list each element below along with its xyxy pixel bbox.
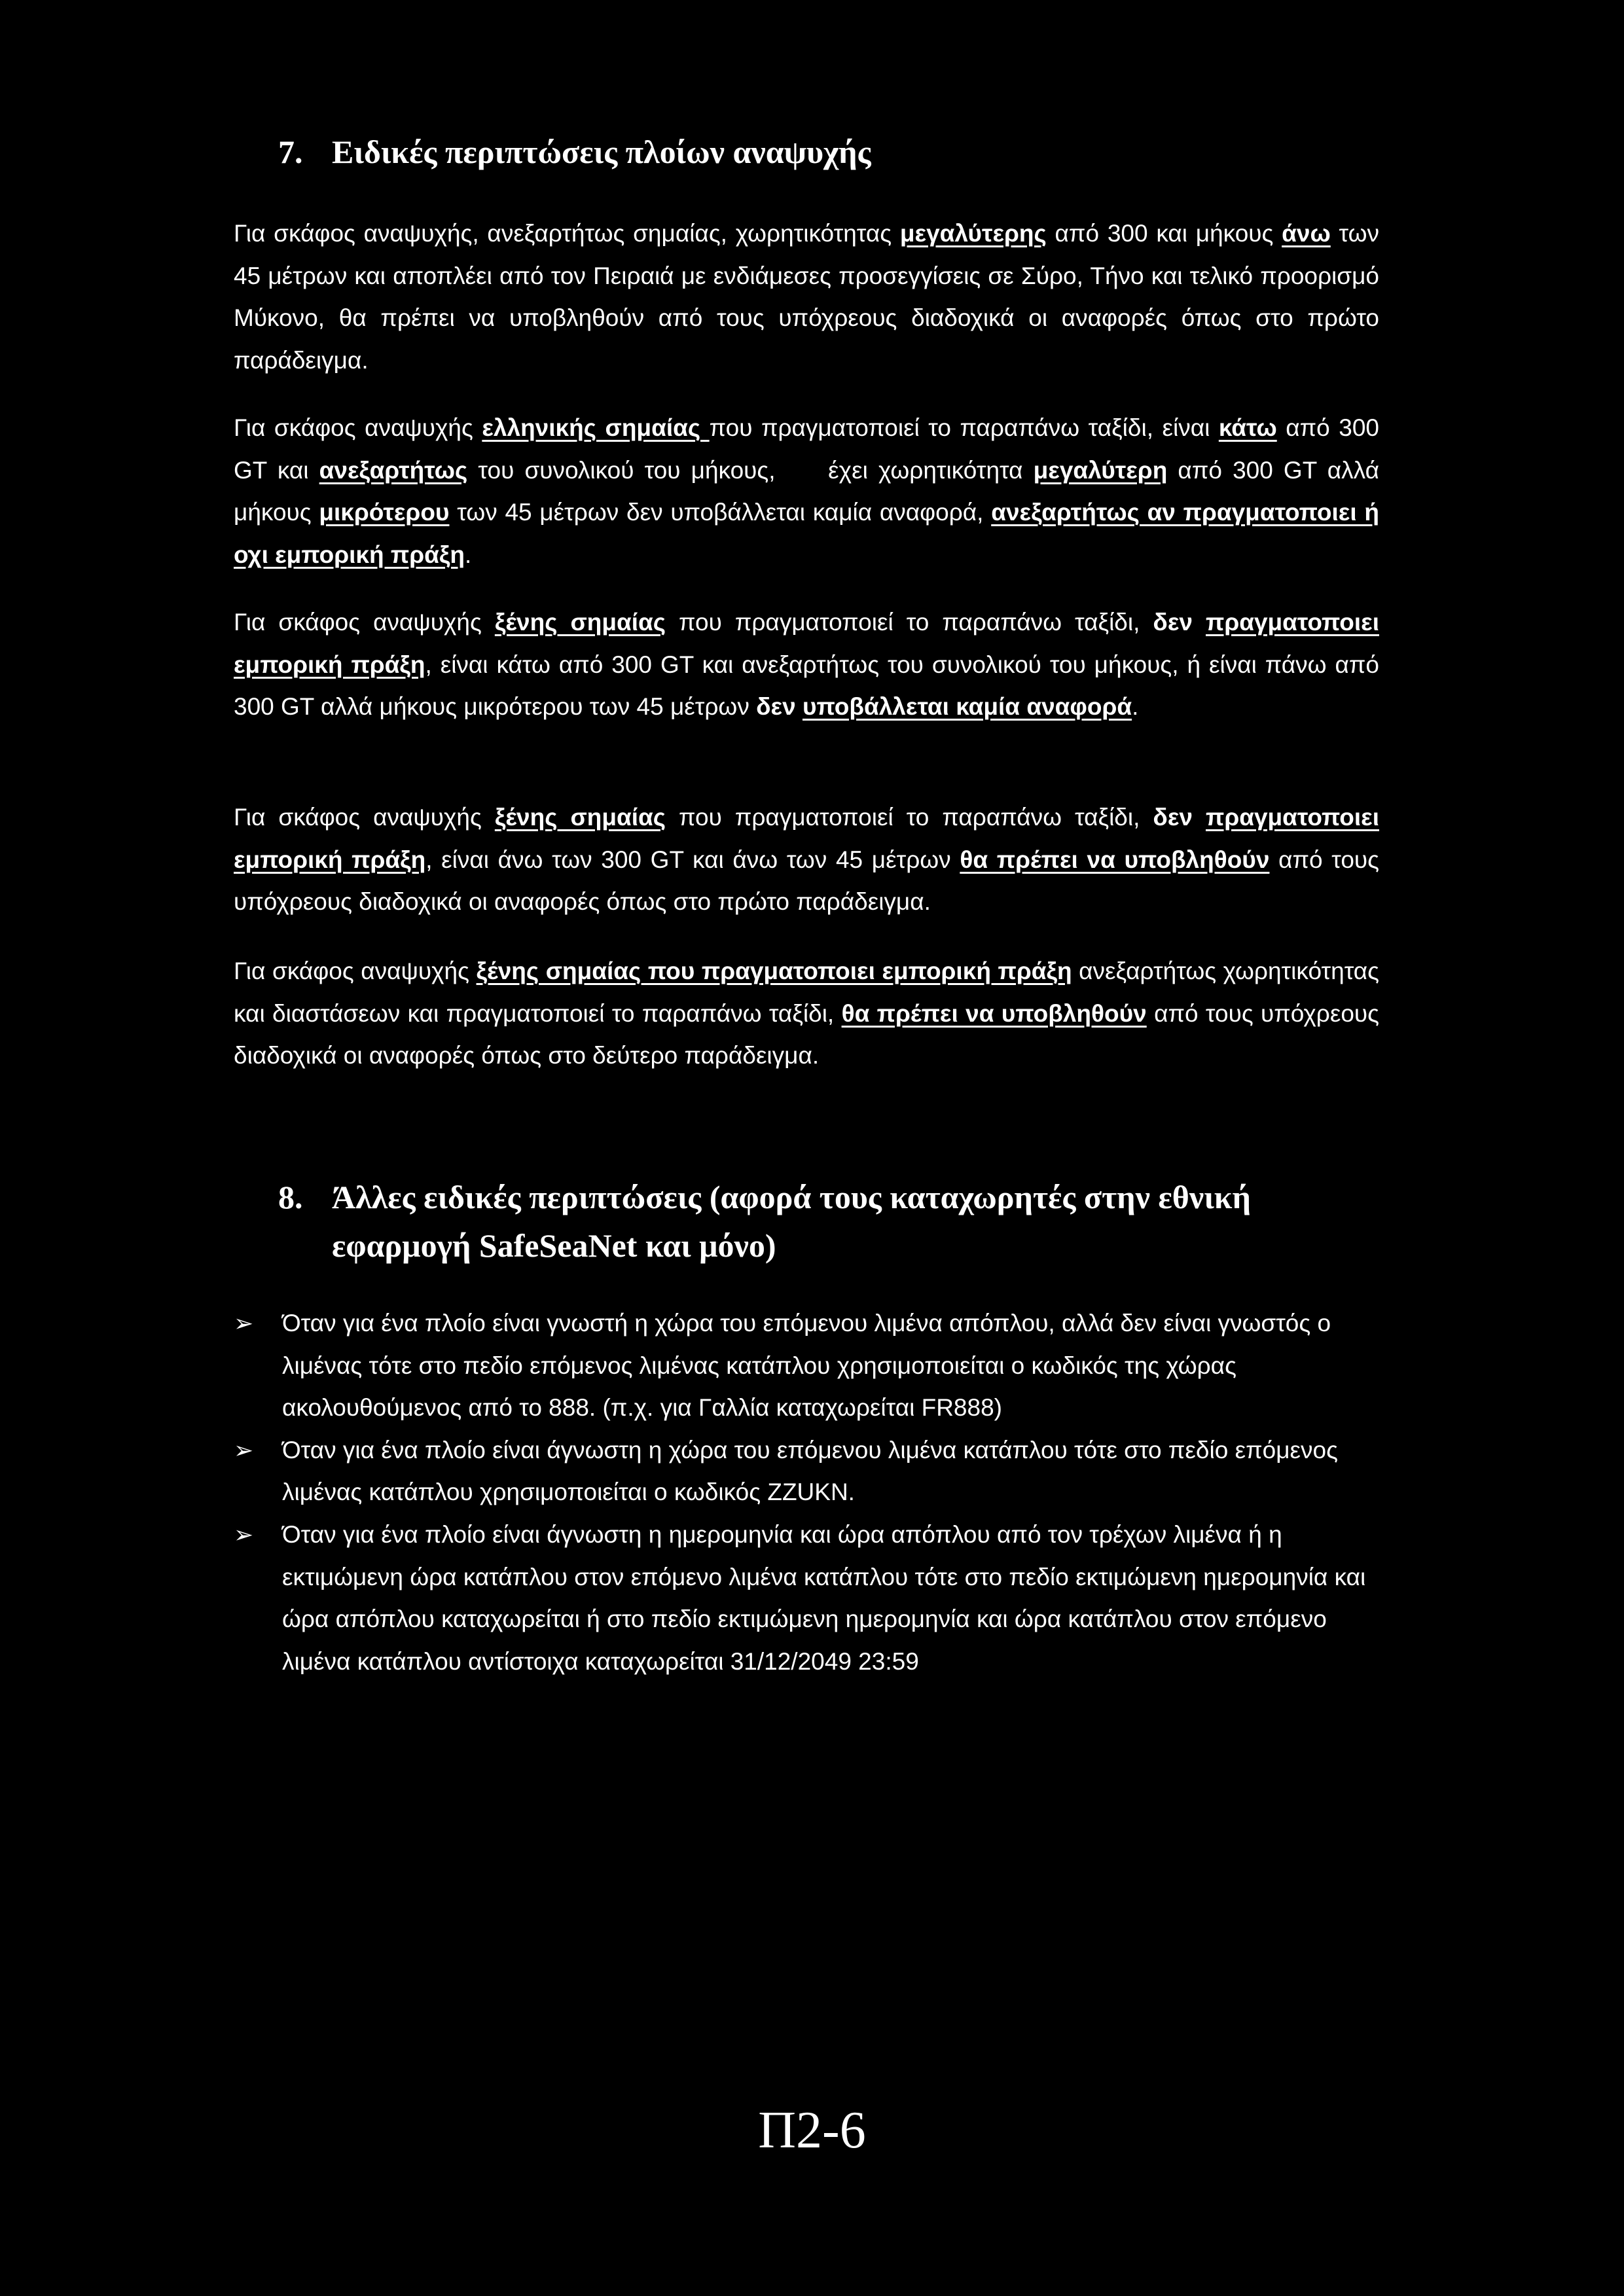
list-item-text: Όταν για ένα πλοίο είναι άγνωστη η ημερομηνία και ώρα απόπλου από τον τρέχων λιμένα ή η εκτιμώμενη ώρα κατάπλου στον επόμενο λιμένα κατάπλου τότε στο πεδίο εκτιμώμενη ημερομηνία και ώρα απόπλου καταχωρείται ή στο πεδίο εκτιμώμενη ημερομηνία και ώρα κατάπλου στον επόμενο λιμένα κατάπλου αντίστοιχα καταχωρείται 31/12/2049 23:59 (282, 1520, 1366, 1675)
list-item (234, 1302, 1379, 1429)
page-number: Π2-6 (758, 2102, 866, 2159)
section-7-number: 7. (278, 134, 303, 170)
text-span: , είναι άνω των 300 GT και άνω των 45 μέτρων (425, 846, 960, 873)
text-span: Για σκάφος αναψυχής, ανεξαρτήτως σημαίας, χωρητικότητας (234, 220, 900, 247)
bullet-list (234, 1302, 1379, 1683)
list-item (234, 1429, 1379, 1514)
text-span: από τους υπόχρεους διαδοχικά οι αναφορές όπως στο πρώτο παράδειγμα. (234, 846, 1379, 916)
emphasis-span: κάτω (1218, 414, 1277, 441)
text-span: Για σκάφος αναψυχής (234, 609, 495, 636)
list-item-text: Όταν για ένα πλοίο είναι άγνωστη η χώρα του επόμενου λιμένα κατάπλου τότε στο πεδίο επόμενος λιμένας κατάπλου χρησιμοποιείται ο κωδικός ZZUKN. (282, 1436, 1338, 1506)
text-span: από 300 και μήκους (1046, 220, 1282, 247)
emphasis-span: πραγματοποιει εμπορική πράξη (234, 609, 1379, 678)
text-span (1193, 609, 1206, 636)
paragraph-2 (234, 407, 1379, 576)
emphasis-span: υποβάλλεται καμία αναφορά (802, 693, 1132, 721)
section-8-heading (278, 1173, 1391, 1270)
text-span: Για σκάφος αναψυχής (234, 958, 477, 984)
section-7-title: Ειδικές περιπτώσεις πλοίων αναψυχής (332, 134, 871, 170)
text-span: . (1132, 693, 1139, 721)
text-span: ανεξαρτήτως χωρητικότητας και διαστάσεων και πραγματοποιεί το παραπάνω ταξίδι, (234, 958, 1380, 1027)
emphasis-span: θα πρέπει να υποβληθούν (960, 846, 1270, 873)
arrow-bullet-icon: ➢ (234, 1520, 254, 1548)
text-span: , είναι κάτω από 300 GT και ανεξαρτήτως του συνολικού του μήκους, ή είναι πάνω από 300 GT αλλά μήκους μικρότερου των 45 μέτρων (234, 651, 1379, 721)
text-span: από 300 GT και (234, 414, 1379, 484)
text-span: που πραγματοποιεί το παραπάνω ταξίδι, (666, 804, 1153, 831)
paragraph-1 (234, 213, 1379, 382)
paragraph-5 (234, 950, 1379, 1077)
arrow-bullet-icon: ➢ (234, 1436, 254, 1463)
bold-span: δεν (756, 693, 796, 721)
section-8-title: Άλλες ειδικές περιπτώσεις (αφορά τους καταχωρητές στην εθνική εφαρμογή SafeSeaNet και μόνο) (332, 1179, 1251, 1264)
emphasis-span: ανεξαρτήτως (319, 456, 468, 484)
section-8-number: 8. (278, 1179, 303, 1215)
text-span: Για σκάφος αναψυχής (234, 804, 495, 831)
emphasis-span: μικρότερου (319, 499, 450, 526)
text-span: . (464, 541, 472, 568)
emphasis-span: θα πρέπει να υποβληθούν (841, 999, 1147, 1027)
paragraph-3 (234, 601, 1379, 728)
list-item (234, 1514, 1379, 1683)
section-7-heading (278, 128, 1391, 176)
emphasis-span: πραγματοποιει εμπορική πράξη (234, 804, 1379, 873)
text-span: Για σκάφος αναψυχής (234, 414, 482, 441)
paragraph-4 (234, 797, 1379, 924)
list-item-text: Όταν για ένα πλοίο είναι γνωστή η χώρα του επόμενου λιμένα απόπλου, αλλά δεν είναι γνωστός ο λιμένας τότε στο πεδίο επόμενος λιμένας κατάπλου χρησιμοποιείται ο κωδικός της χώρας ακολουθούμενος από το 888. (π.χ. για Γαλλία καταχωρείται FR888) (282, 1310, 1331, 1422)
emphasis-span: ανεξαρτήτως αν πραγματοποιει ή οχι εμπορική πράξη (234, 499, 1379, 568)
text-span: που πραγματοποιεί το παραπάνω ταξίδι, είναι (709, 414, 1219, 441)
arrow-bullet-icon: ➢ (234, 1310, 254, 1336)
bold-span: δεν (1153, 804, 1193, 831)
text-span: που πραγματοποιεί το παραπάνω ταξίδι, (666, 609, 1153, 636)
emphasis-span: μεγαλύτερη (1033, 456, 1168, 484)
emphasis-span: ξένης σημαίας (494, 804, 666, 831)
text-span (1193, 804, 1206, 831)
emphasis-span: ξένης σημαίας (494, 609, 666, 636)
text-span: από τους υπόχρεους διαδοχικά οι αναφορές όπως στο δεύτερο παράδειγμα. (234, 999, 1379, 1069)
text-span: των 45 μέτρων δεν υποβάλλεται καμία αναφορά, (449, 499, 992, 526)
emphasis-span: άνω (1282, 220, 1331, 247)
text-span: των 45 μέτρων και αποπλέει από τον Πειραιά με ενδιάμεσες προσεγγίσεις σε Σύρο, Τήνο και τελικό προορισμό Μύκονο, θα πρέπει να υποβληθούν από τους υπόχρεους διαδοχικά οι αναφορές όπως στο πρώτο παράδειγμα. (234, 220, 1379, 374)
emphasis-span: μεγαλύτερης (899, 220, 1047, 247)
bold-span: δεν (1153, 609, 1193, 636)
text-span: του συνολικού του μήκους, έχει χωρητικότητα (467, 456, 1034, 484)
emphasis-span: ελληνικής σημαίας (482, 414, 710, 441)
emphasis-span: ξένης σημαίας που πραγματοποιει εμπορική πράξη (476, 958, 1072, 984)
text-span (796, 693, 803, 720)
text-span: από 300 GT αλλά μήκους (234, 456, 1380, 526)
